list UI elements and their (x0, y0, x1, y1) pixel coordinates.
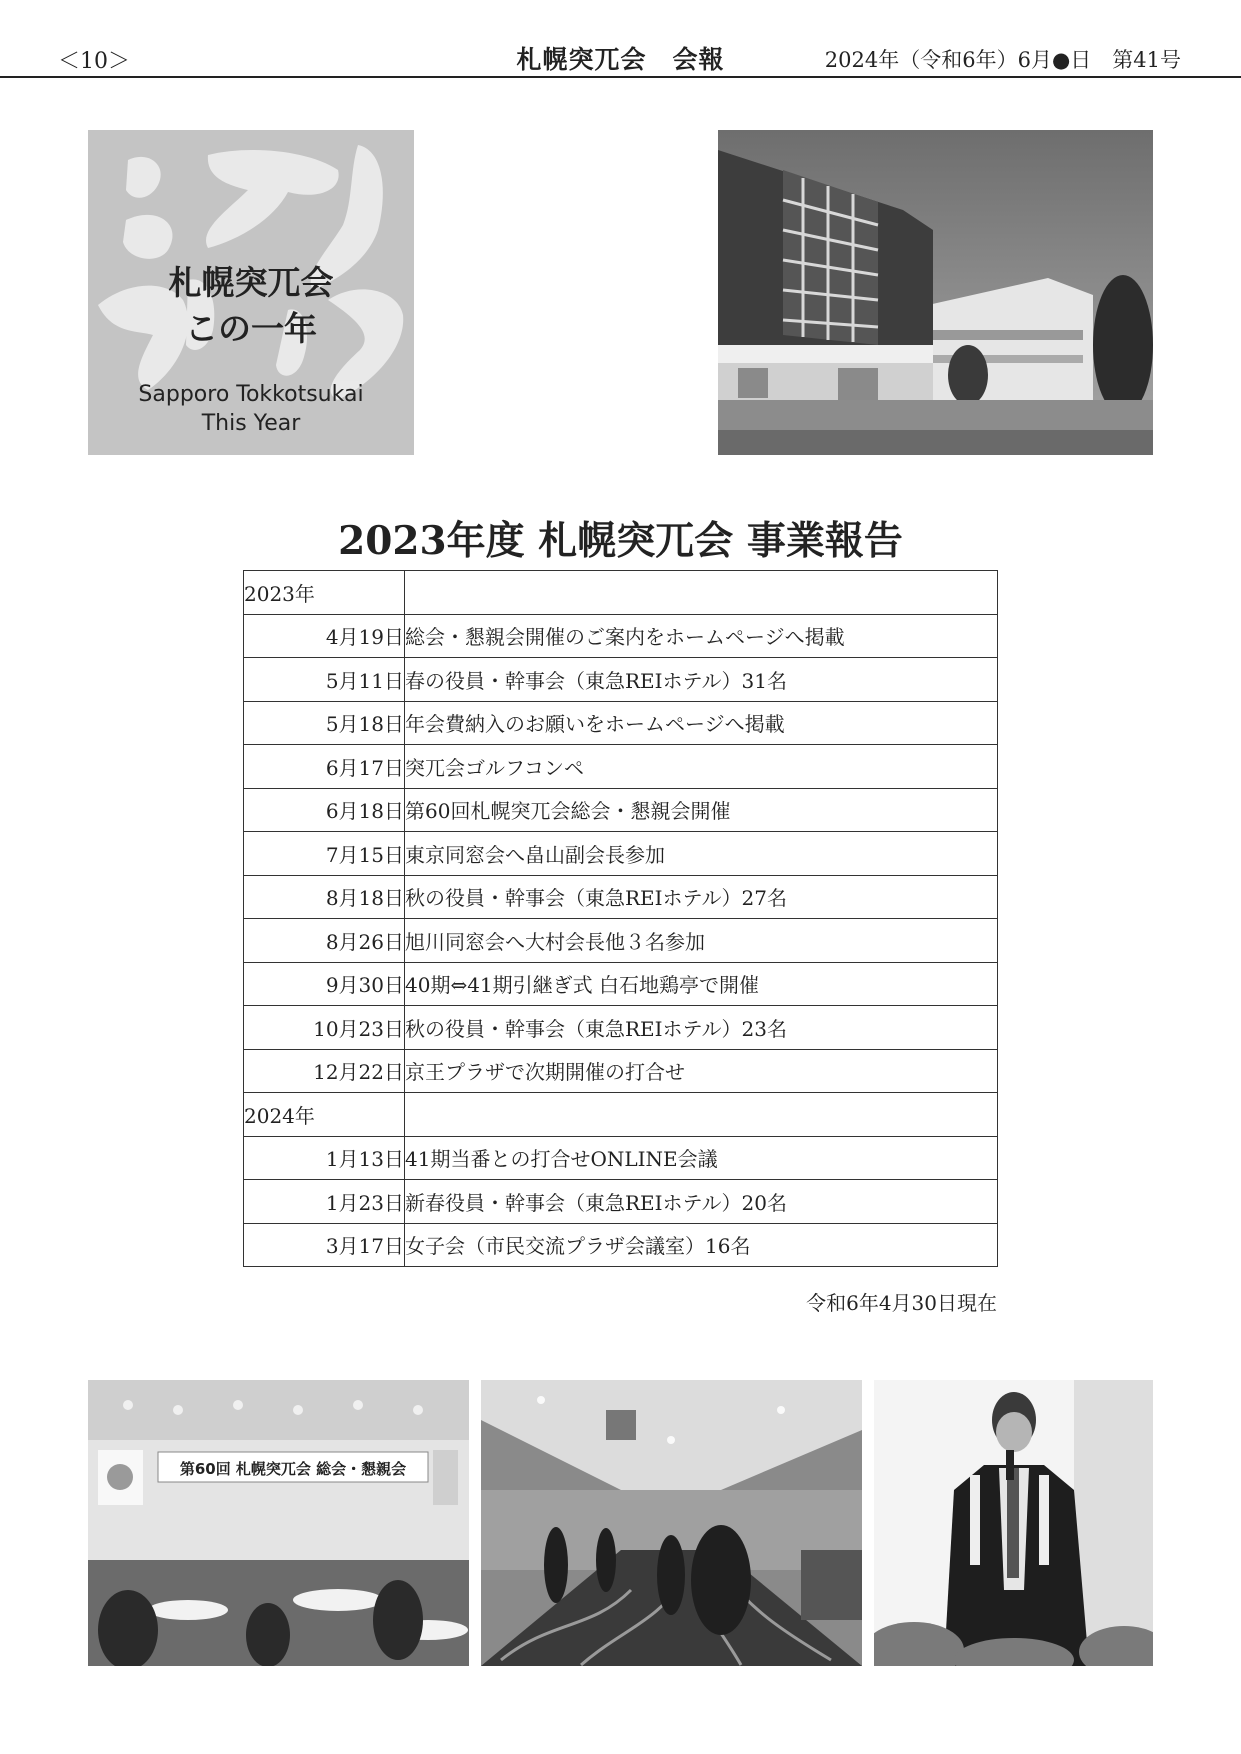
table-row (244, 919, 998, 963)
event-cell: 東京同窓会へ畠山副会長参加 (405, 832, 998, 876)
feature-title-en-line1: Sapporo Tokkotsukai (138, 382, 364, 407)
newsletter-title: 札幌突兀会 会報 (516, 45, 725, 74)
feature-title-en (88, 380, 414, 438)
feature-title-en-line2: This Year (201, 411, 301, 436)
table-row (244, 1006, 998, 1050)
event-cell: 旭川同窓会へ大村会長他３名参加 (405, 919, 998, 963)
event-cell: 女子会（市民交流プラザ会議室）16名 (405, 1223, 998, 1267)
event-cell: 第60回札幌突兀会総会・懇親会開催 (405, 788, 998, 832)
date-cell: 1月23日 (244, 1180, 405, 1224)
lobby-icon (481, 1380, 862, 1666)
event-cell: 突兀会ゴルフコンペ (405, 745, 998, 789)
date-cell: 7月15日 (244, 832, 405, 876)
date-cell: 1月13日 (244, 1136, 405, 1180)
speaker-in-happi-coat-photo (874, 1380, 1153, 1666)
table-row (244, 875, 998, 919)
event-cell: 40期⇔41期引継ぎ式 白石地鶏亭で開催 (405, 962, 998, 1006)
event-cell: 新春役員・幹事会（東急REIホテル）20名 (405, 1180, 998, 1224)
year-row (244, 1093, 998, 1137)
date-cell: 5月18日 (244, 701, 405, 745)
general-meeting-hall-photo (88, 1380, 469, 1666)
as-of-date: 令和6年4月30日現在 (806, 1291, 997, 1315)
speaker-icon (874, 1380, 1153, 1666)
issue-date: 2024年（令和6年）6月●日 第41号 (824, 48, 1181, 72)
feature-title-line1: 札幌突兀会 (168, 263, 334, 302)
table-row (244, 658, 998, 702)
table-row (244, 962, 998, 1006)
date-cell: 10月23日 (244, 1006, 405, 1050)
date-cell: 12月22日 (244, 1049, 405, 1093)
table-row (244, 788, 998, 832)
meeting-hall-icon (88, 1380, 469, 1666)
event-cell: 年会費納入のお願いをホームページへ掲載 (405, 701, 998, 745)
date-cell: 4月19日 (244, 614, 405, 658)
event-cell: 41期当番との打合せONLINE会議 (405, 1136, 998, 1180)
reception-lobby-photo (481, 1380, 862, 1666)
table-row (244, 1180, 998, 1224)
event-cell: 秋の役員・幹事会（東急REIホテル）23名 (405, 1006, 998, 1050)
event-cell: 春の役員・幹事会（東急REIホテル）31名 (405, 658, 998, 702)
event-cell: 京王プラザで次期開催の打合せ (405, 1049, 998, 1093)
year-cell: 2024年 (244, 1093, 405, 1137)
table-row (244, 1136, 998, 1180)
report-title: 2023年度 札幌突兀会 事業報告 (338, 518, 903, 564)
school-building-photo (718, 130, 1153, 455)
school-building-icon (718, 130, 1153, 455)
date-cell: 6月18日 (244, 788, 405, 832)
table-row (244, 701, 998, 745)
feature-title (88, 260, 414, 352)
header-rule (0, 76, 1241, 78)
page-header (0, 0, 1241, 78)
report-table (243, 570, 998, 1267)
table-row (244, 832, 998, 876)
date-cell: 8月26日 (244, 919, 405, 963)
date-cell: 6月17日 (244, 745, 405, 789)
table-row (244, 745, 998, 789)
banner-text: 第60回 札幌突兀会 総会・懇親会 (179, 1460, 407, 1478)
date-cell: 9月30日 (244, 962, 405, 1006)
page-number: ＜10＞ (58, 49, 130, 74)
event-cell (405, 571, 998, 615)
event-cell (405, 1093, 998, 1137)
event-cell: 総会・懇親会開催のご案内をホームページへ掲載 (405, 614, 998, 658)
date-cell: 3月17日 (244, 1223, 405, 1267)
date-cell: 5月11日 (244, 658, 405, 702)
table-row (244, 1223, 998, 1267)
feature-title-line2: この一年 (185, 309, 317, 348)
year-row (244, 571, 998, 615)
table-row (244, 614, 998, 658)
feature-logo-box (88, 130, 414, 455)
event-cell: 秋の役員・幹事会（東急REIホテル）27名 (405, 875, 998, 919)
year-cell: 2023年 (244, 571, 405, 615)
table-row (244, 1049, 998, 1093)
date-cell: 8月18日 (244, 875, 405, 919)
